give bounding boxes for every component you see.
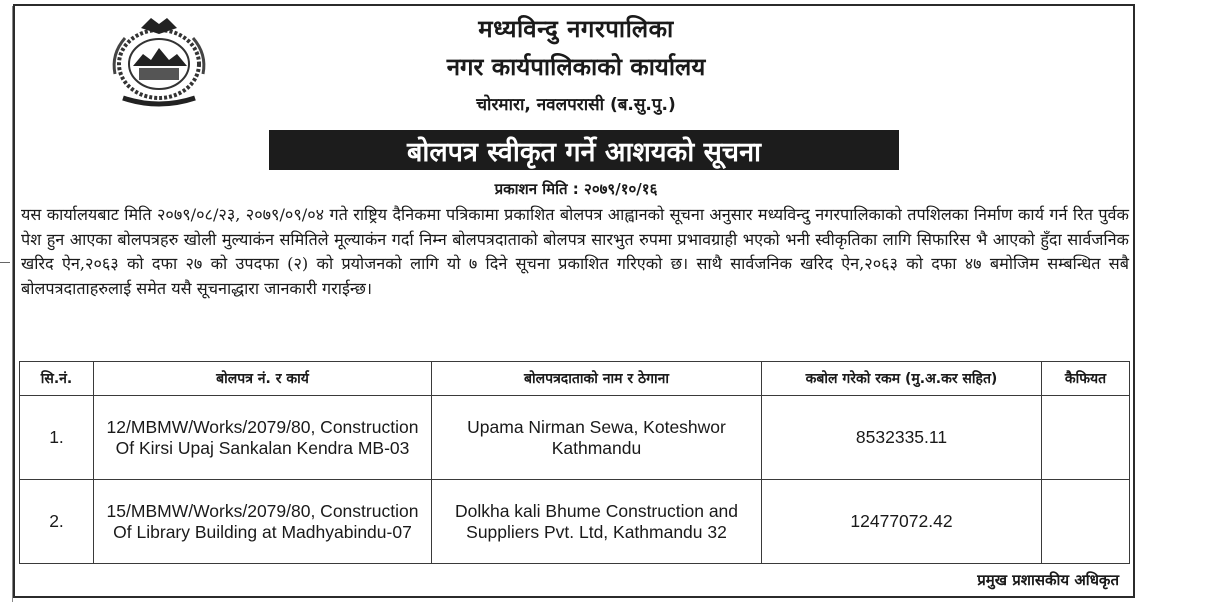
col-header-bidder: बोलपत्रदाताको नाम र ठेगाना [432,362,762,396]
cell-amount: 8532335.11 [762,396,1042,480]
notice-body: यस कार्यालयबाट मिति २०७९/०८/२३, २०७९/०९/०४ गते राष्ट्रिय दैनिकमा पत्रिकामा प्रकाशित बोलपत्र आह्वानको सूचना अनुसार मध्यविन्दु नगरपालिकाको तपशिलका निर्माण कार्य गर्न रित पुर्वक पेश हुन आएका बोलपत्रहरु खोली मुल्याकंन समितिले मूल्याकंन गर्दा निम्न बोलपत्रदाताको बोलपत्र सारभुत रुपमा प्रभावग्राही भएको भनी स्वीकृतिका लागि सिफारिस भै आएको हुँदा सार्वजनिक खरिद ऐन,२०६३ को दफा २७ को उपदफा (२) को प्रयोजनको लागि यो ७ दिने सूचना प्रकाशित गरिएको छ। साथै सार्वजनिक खरिद ऐन,२०६३ को दफा ४७ बमोजिम सम्बन्धित सबै बोलपत्रदाताहरुलाई समेत यसै सूचनाद्धारा जानकारी गराईन्छ। [21,205,1129,298]
cell-amount: 12477072.42 [762,480,1042,564]
cell-bid-no: 12/MBMW/Works/2079/80, Construction Of Kirsi Upaj Sankalan Kendra MB-03 [94,396,432,480]
cell-sn: 2. [20,480,94,564]
organization-name: मध्यविन्दु नगरपालिका [478,15,674,43]
notice-title-banner [269,130,899,170]
cell-remarks [1042,480,1130,564]
cell-sn: 1. [20,396,94,480]
publication-date: प्रकाशन मिति : २०७९/१०/१६ [494,180,658,198]
table-header-row [20,362,1130,396]
signatory-title: प्रमुख प्रशासकीय अधिकृत [977,571,1119,589]
bid-table [19,361,1130,564]
col-header-sn: सि.नं. [20,362,94,396]
cell-remarks [1042,396,1130,480]
cell-bidder: Dolkha kali Bhume Construction and Suppliers Pvt. Ltd, Kathmandu 32 [432,480,762,564]
office-address: चोरमारा, नवलपरासी (ब.सु.पु.) [476,95,676,115]
margin-tick [0,262,10,263]
office-name: नगर कार्यपालिकाको कार्यालय [446,53,706,81]
cell-bid-no: 15/MBMW/Works/2079/80, Construction Of Library Building at Madhyabindu-07 [94,480,432,564]
table-row [20,480,1130,564]
notice-title: बोलपत्र स्वीकृत गर्ने आशयको सूचना [406,136,762,168]
table-row [20,396,1130,480]
public-notice [13,4,1135,598]
col-header-amount: कबोल गरेको रकम (मु.अ.कर सहित) [762,362,1042,396]
col-header-bid-no: बोलपत्र नं. र कार्य [94,362,432,396]
cell-bidder: Upama Nirman Sewa, Koteshwor Kathmandu [432,396,762,480]
col-header-remarks: कैफियत [1042,362,1130,396]
